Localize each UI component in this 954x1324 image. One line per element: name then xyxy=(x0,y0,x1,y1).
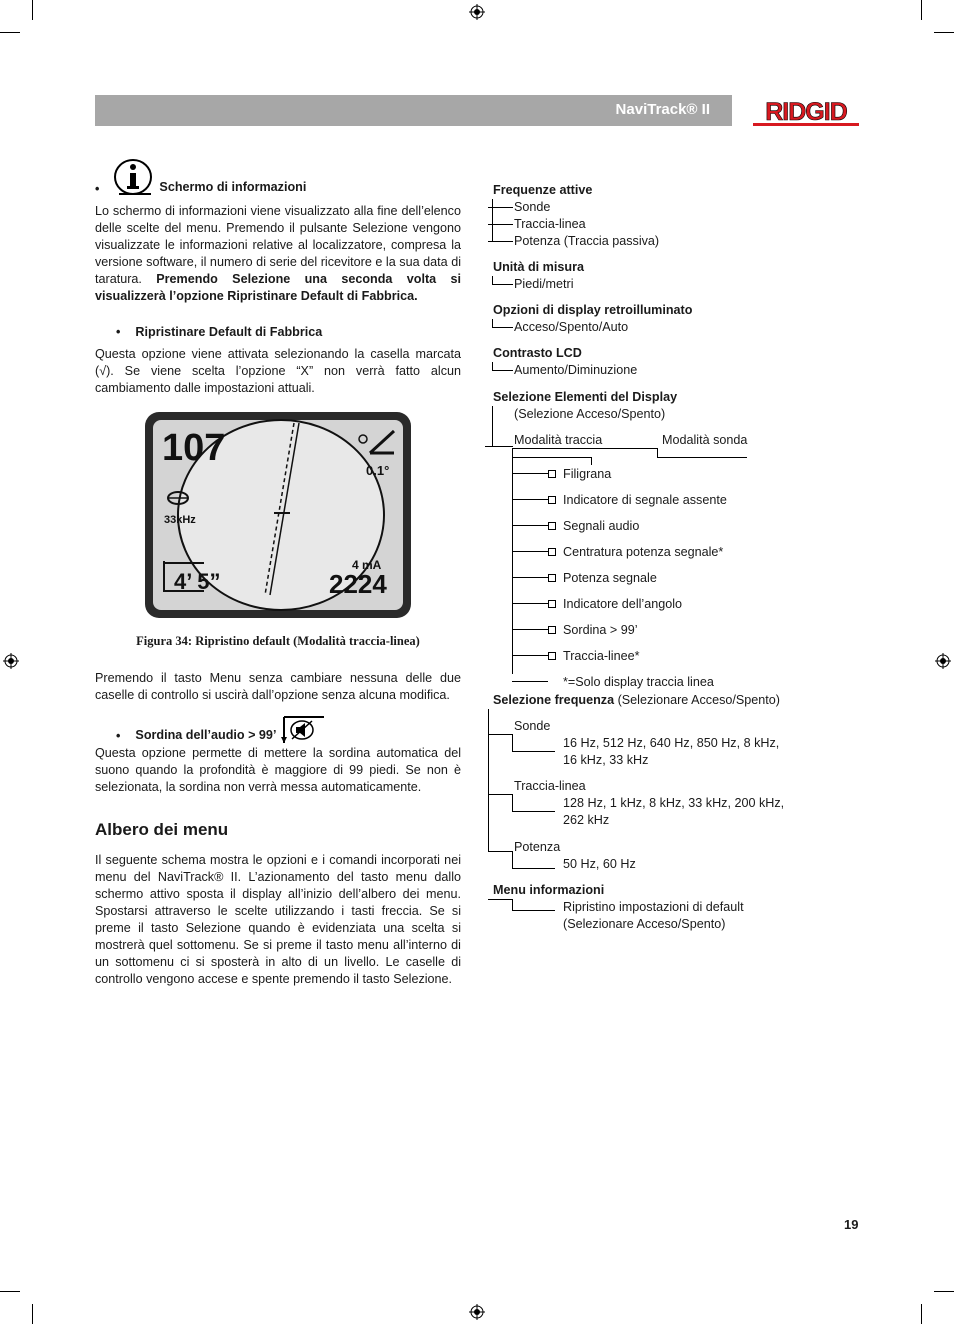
checkbox-icon xyxy=(548,496,556,504)
tree-display-item: Segnali audio xyxy=(563,519,640,533)
menu-text: Premendo il tasto Menu senza cambiare nessuna delle due caselle di controllo si uscirà dall’opzione senza alcuna modifica. xyxy=(95,671,461,702)
info-paragraph xyxy=(95,203,461,305)
registration-mark-icon xyxy=(3,653,19,669)
tree-display-item: Sordina > 99’ xyxy=(563,623,638,637)
reset-title: Ripristinare Default di Fabbrica xyxy=(135,325,323,339)
left-column xyxy=(95,158,461,988)
lcd-frequency: 33kHz xyxy=(164,514,196,526)
tree-sf-power-values: 50 Hz, 60 Hz xyxy=(563,857,636,871)
info-title: Schermo di informazioni xyxy=(159,180,307,194)
tree-branch-line xyxy=(512,499,548,500)
info-text-bold: Premendo Selezione una seconda volta si visualizzerà l’opzione Ripristinare Default di Fabbrica. xyxy=(95,272,461,303)
tree-sf-sonde-values-1: 16 Hz, 512 Hz, 640 Hz, 850 Hz, 8 kHz, xyxy=(563,736,780,750)
tree-sonde-mode: Modalità sonda xyxy=(662,433,748,447)
tree-branch-line xyxy=(512,473,548,474)
figure-caption: Figura 34: Ripristino default (Modalità traccia-linea) xyxy=(136,634,420,648)
ridgid-logo xyxy=(753,97,859,127)
tree-line-trace: Traccia-linea xyxy=(514,217,586,231)
checkbox-icon xyxy=(548,626,556,634)
crop-mark xyxy=(0,1291,20,1292)
menu-tree-intro: Il seguente schema mostra le opzioni e i comandi incorporati nei menu del NaviTrack® II. L’azionamento del tasto menu dallo schermo attivo sposta il display all’inizio dell’albero dei menu. Spostarsi attraverso le scelte utilizzando i tasti freccia. Se si preme il tasto Selezione quando è evidenziata una scelta si mostrerà quel sottomenu. Se si preme il tasto menu all’interno di un sottomenu ci si sposterà in alto di un livello. Le caselle di controllo vengono accese e spente premendo il tasto Selezione. xyxy=(95,853,461,986)
lcd-distance: 4’ 5” xyxy=(174,569,221,594)
tree-sf-line-trace: Traccia-linea xyxy=(514,779,586,793)
tree-display-elements: Selezione Elementi del Display xyxy=(493,390,678,404)
tree-increase-decrease: Aumento/Diminuzione xyxy=(514,363,638,377)
registration-mark-icon xyxy=(469,1304,485,1320)
tree-select-on-off: (Selezione Acceso/Spento) xyxy=(514,407,666,421)
info-text: Lo schermo di informazioni viene visualizzato alla fine dell’elenco delle scelte del menu. Premendo il pulsante Selezione vengono visualizzate le informazioni relative al localizzatore, compresa la versione software, il numero di serie del ricevitore e la sua data di taratura. xyxy=(95,204,461,286)
tree-display-item: Centratura potenza segnale* xyxy=(563,545,724,559)
lcd-figure xyxy=(144,411,412,619)
lcd-current: 4 mA xyxy=(352,558,382,572)
tree-sonde: Sonde xyxy=(514,200,551,214)
tree-display-item: Potenza segnale xyxy=(563,571,657,585)
tree-menu-info: Menu informazioni xyxy=(493,883,605,897)
crop-mark xyxy=(32,0,33,20)
tree-display-item: Filigrana xyxy=(563,467,612,481)
lcd-signal: 2224 xyxy=(329,569,387,599)
checkbox-icon xyxy=(548,652,556,660)
checkbox-icon xyxy=(548,574,556,582)
crop-mark xyxy=(934,32,954,33)
header-bar xyxy=(95,95,732,126)
tree-branch-line xyxy=(512,551,548,552)
tree-display-item: Indicatore dell’angolo xyxy=(563,597,683,611)
tree-branch-line xyxy=(512,655,548,656)
mute-text: Questa opzione permette di mettere la sordina automatica del suono quando la profondità è maggiore di 99 piedi. Se non è selezionata, la sordina non verrà messa automaticamente. xyxy=(95,746,461,794)
checkbox-icon xyxy=(548,548,556,556)
menu-tree-heading: Albero dei menu xyxy=(95,820,229,839)
tree-active-frequencies: Frequenze attive xyxy=(493,183,593,197)
tree-sf-power: Potenza xyxy=(514,840,561,854)
checkbox-icon xyxy=(548,600,556,608)
tree-units: Unità di misura xyxy=(493,260,584,274)
logo-text: RIDGID xyxy=(765,98,847,126)
tree-sf-sonde-values-2: 16 kHz, 33 kHz xyxy=(563,753,649,767)
tree-backlight: Opzioni di display retroilluminato xyxy=(493,303,693,317)
crop-mark xyxy=(0,32,20,33)
mute-title: Sordina dell’audio > 99’ xyxy=(135,728,277,742)
tree-feet-meters: Piedi/metri xyxy=(514,277,574,291)
tree-power: Potenza (Traccia passiva) xyxy=(514,234,660,248)
crop-mark xyxy=(934,1291,954,1292)
tree-branch-line xyxy=(512,525,548,526)
lcd-angle: 0.1° xyxy=(366,463,390,478)
tree-branch-line xyxy=(512,629,548,630)
tree-lcd-contrast: Contrasto LCD xyxy=(493,346,582,360)
tree-trace-mode: Modalità traccia xyxy=(514,433,603,447)
crop-mark xyxy=(921,1304,922,1324)
header-title: NaviTrack® II xyxy=(615,101,710,118)
tree-display-item: Indicatore di segnale assente xyxy=(563,493,727,507)
info-icon xyxy=(113,158,157,198)
reset-bullet: • Ripristinare Default di Fabbrica xyxy=(116,325,323,339)
mute-bullet: • Sordina dell’audio > 99’ xyxy=(116,715,461,745)
tree-sf-line-values-2: 262 kHz xyxy=(563,813,610,827)
tree-reset-defaults: Ripristino impostazioni di default xyxy=(563,900,744,914)
tree-branch-line xyxy=(512,681,548,682)
info-bullet: • Schermo di informazioni xyxy=(95,158,461,198)
tree-sf-sonde: Sonde xyxy=(514,719,551,733)
tree-freq-selection: Selezione frequenza (Selezionare Acceso/Spento) xyxy=(493,693,780,707)
tree-reset-select: (Selezionare Acceso/Spento) xyxy=(563,917,726,931)
crop-mark xyxy=(921,0,922,20)
tree-sf-line-values-1: 128 Hz, 1 kHz, 8 kHz, 33 kHz, 200 kHz, xyxy=(563,796,785,810)
tree-on-off-auto: Acceso/Spento/Auto xyxy=(514,320,629,334)
checkbox-icon xyxy=(548,470,556,478)
tree-branch-line xyxy=(512,577,548,578)
tree-branch-line xyxy=(512,603,548,604)
page-number: 19 xyxy=(844,1217,859,1232)
tree-display-item: *=Solo display traccia linea xyxy=(563,675,714,689)
registration-mark-icon xyxy=(935,653,951,669)
registration-mark-icon xyxy=(469,4,485,20)
checkbox-icon xyxy=(548,522,556,530)
mute-speaker-icon xyxy=(280,715,326,745)
crop-mark xyxy=(32,1304,33,1324)
lcd-depth: 107 xyxy=(162,427,226,469)
reset-text: Questa opzione viene attivata selezionando la casella marcata (√). Se viene scelta l’opzione “X” non verrà fatto alcun cambiamento dalle impostazioni attuali. xyxy=(95,347,461,395)
tree-display-item: Traccia-linee* xyxy=(563,649,640,663)
